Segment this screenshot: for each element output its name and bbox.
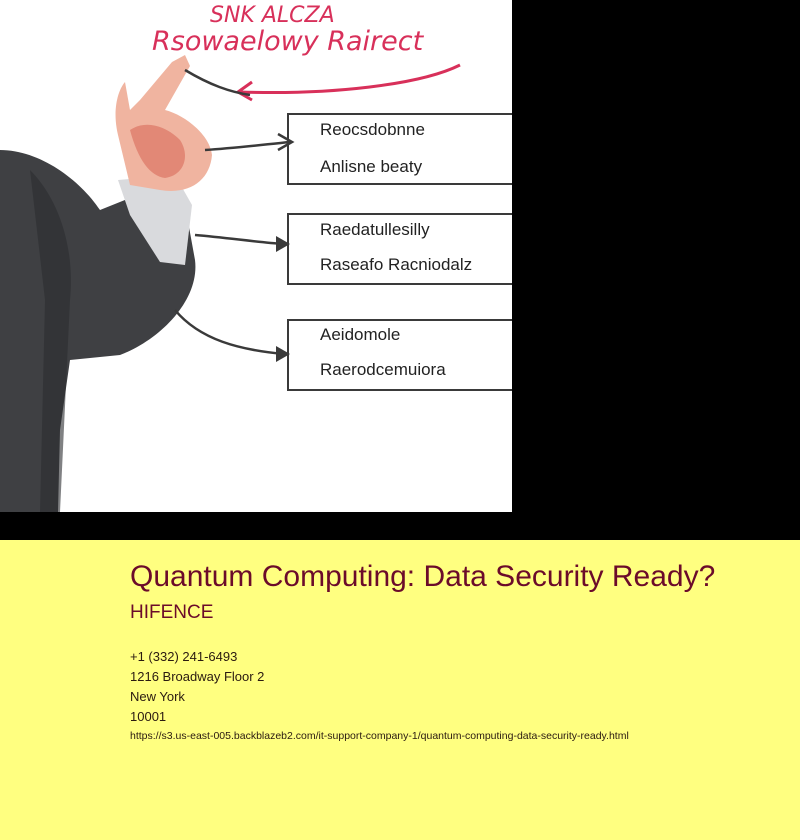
address-line: 1216 Broadway Floor 2 <box>130 669 265 684</box>
box-1-line-2: Anlisne beaty <box>320 157 423 176</box>
box-2-line-1: Raedatullesilly <box>320 220 430 239</box>
illustration-businessman-diagram <box>0 0 512 512</box>
brand-name: HIFENCE <box>130 602 214 623</box>
box-2-line-2: Raseafo Racniodalz <box>320 255 473 274</box>
page-url[interactable]: https://s3.us-east-005.backblazeb2.com/it-support-company-1/quantum-computing-data-security-ready.html <box>130 730 629 742</box>
city: New York <box>130 689 185 704</box>
contact-block <box>130 647 264 727</box>
box-3-line-2: Raerodcemuiora <box>320 360 446 379</box>
info-panel <box>0 540 800 840</box>
zip-code: 10001 <box>130 709 167 724</box>
page-title: Quantum Computing: Data Security Ready? <box>130 560 716 593</box>
hero-image <box>0 0 512 512</box>
handwritten-heading-top: SNK ALCZA <box>210 3 335 28</box>
phone-number: +1 (332) 241-6493 <box>130 649 238 664</box>
handwritten-heading-main: Rsowaelowy Rairect <box>152 26 424 57</box>
box-3-line-1: Aeidomole <box>320 325 401 344</box>
box-1-line-1: Reocsdobnne <box>320 120 425 139</box>
